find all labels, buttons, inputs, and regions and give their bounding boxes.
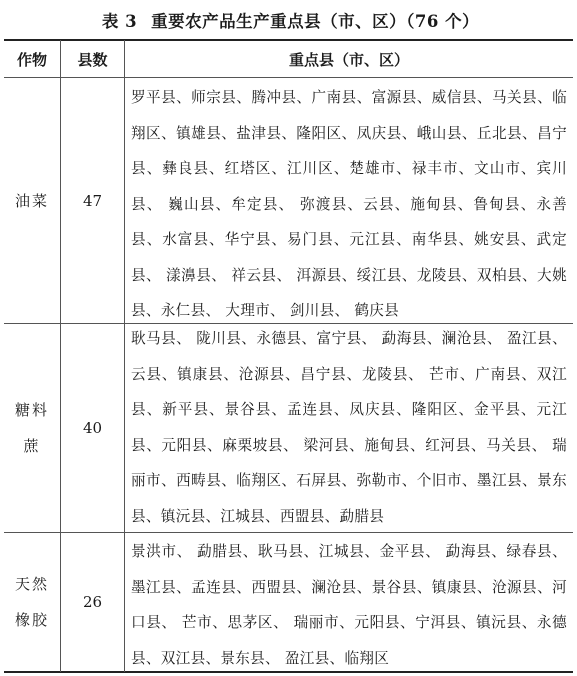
header-count: 县数 (77, 50, 108, 69)
county-list: 耿马县、 陇川县、永德县、富宁县、 勐海县、澜沧县、 盈江县、云县、镇康县、沧源县、昌宁县、龙陵县、 芒市、广南县、双江县、新平县、景谷县、孟连县、凤庆县、隆阳区、金平县、元江县、元阳县、麻栗坡县、 梁河县、施甸县、红河县、马关县、 瑞丽市、西畴县、临翔区、石屏县、弥勒市、个旧市、墨江县、景东县、镇沅县、江城县、西盟县、勐腊县 (131, 330, 567, 525)
count-cell: 47 (82, 191, 103, 210)
county-list: 罗平县、师宗县、腾冲县、广南县、富源县、威信县、马关县、临翔区、镇雄县、盐津县、隆阳区、凤庆县、峨山县、丘北县、昌宁县、彝良县、红塔区、江川区、楚雄市、禄丰市、文山市、宾川县、 巍山县、牟定县、 弥渡县、云县、施甸县、鲁甸县、永善县、水富县、华宁县、易门县、元江县、南华县、姚安县、武定县、 漾濞县、 祥云县、 洱源县、绥江县、龙陵县、双柏县、大姚县、永仁县、 大理市、 剑川县、 鹤庆县 (131, 89, 567, 319)
count-cell: 26 (82, 593, 103, 611)
table-caption: 重要农产品生产重点县（市、区）（76 个） (151, 12, 480, 31)
crop-cell: 油菜 (14, 191, 49, 210)
county-list: 景洪市、 勐腊县、耿马县、江城县、金平县、 勐海县、绿春县、墨江县、孟连县、西盟县、澜沧县、景谷县、镇康县、沧源县、河口县、 芒市、思茅区、 瑞丽市、元阳县、宁洱县、镇沅县、永德县、双江县、景东县、 盈江县、临翔区 (131, 543, 567, 667)
crop-cell (14, 533, 50, 671)
table-title (0, 8, 577, 32)
crop-name: 糖料蔗 (14, 401, 49, 455)
crop-cell (14, 324, 50, 532)
table-number: 表 3 (101, 12, 138, 31)
header-crop: 作物 (16, 50, 47, 69)
column-divider-2 (124, 40, 125, 672)
crop-name: 天然橡胶 (14, 575, 49, 629)
header-counties: 重点县（市、区） (288, 50, 409, 69)
count-cell: 40 (82, 419, 103, 437)
